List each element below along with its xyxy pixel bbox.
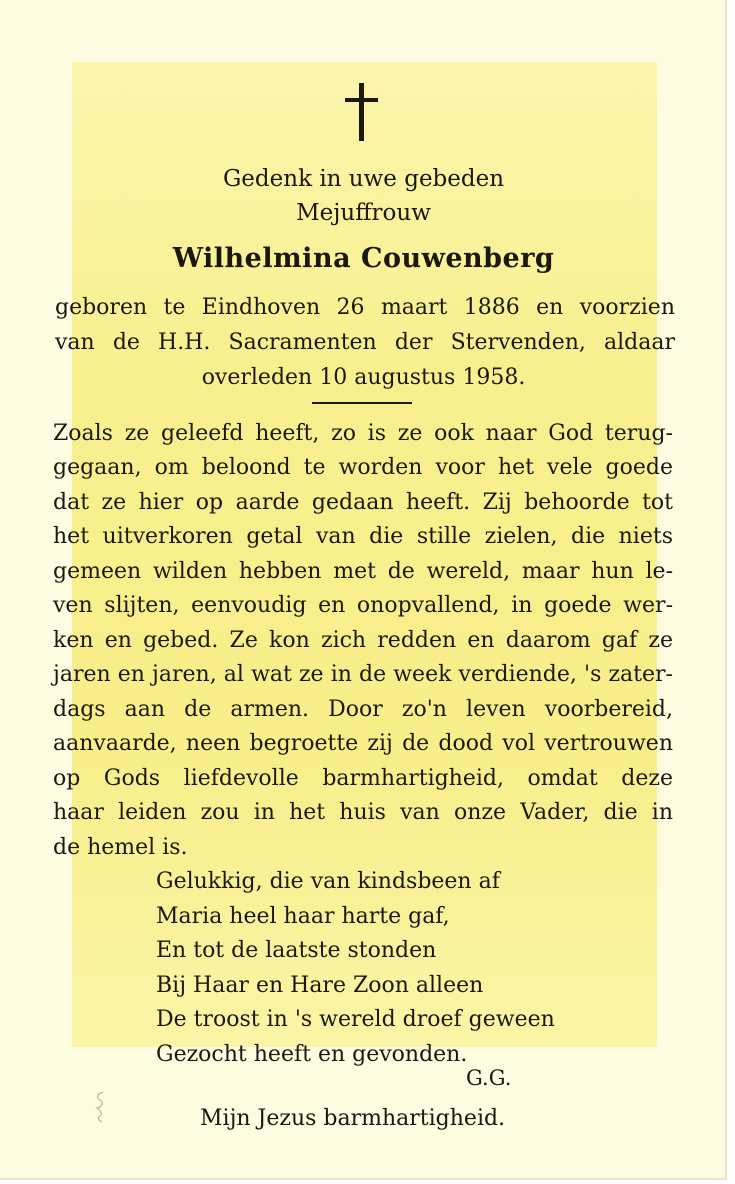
body-line: ken en gebed. Ze kon zich redden en daarom gaf ze [53, 628, 673, 653]
poem-line: En tot de laatste stonden [156, 938, 437, 963]
body-line: dat ze hier op aarde gedaan heeft. Zij behoorde tot [53, 490, 673, 515]
latin-cross-icon [341, 83, 381, 141]
poem-line: De troost in 's wereld droef geween [156, 1007, 555, 1032]
pencil-mark-icon [93, 1090, 107, 1124]
body-line: het uitverkoren getal van die stille zielen, die niets [53, 524, 673, 549]
body-line: gegaan, om beloond te worden voor het vele goede [53, 455, 673, 480]
body-last-line: de hemel is. [53, 835, 188, 860]
body-line: haar leiden zou in het huis van onze Vader, die in [53, 800, 673, 825]
body-line: dags aan de armen. Door zo'n leven voorbereid, [53, 697, 673, 722]
body-line: ven slijten, eenvoudig en onopvallend, in goede wer- [53, 593, 673, 618]
deceased-name: Wilhelmina Couwenberg [172, 243, 555, 274]
poem-line: Bij Haar en Hare Zoon alleen [156, 973, 484, 998]
closing-prayer: Mijn Jezus barmhartigheid. [200, 1106, 506, 1131]
birth-line-1: geboren te Eindhoven 26 maart 1886 en voorzien [55, 295, 675, 320]
intro-line: Gedenk in uwe gebeden [222, 166, 505, 192]
poem-line: Gelukkig, die van kindsbeen af [156, 869, 500, 894]
body-line: Zoals ze geleefd heeft, zo is ze ook naar God terug- [53, 421, 673, 446]
body-line: aanvaarde, neen begroette zij de dood vol vertrouwen [53, 731, 673, 756]
body-line: op Gods liefdevolle barmhartigheid, omdat deze [53, 766, 673, 791]
poem-line: Gezocht heeft en gevonden. [156, 1042, 468, 1067]
body-line: gemeen wilden hebben met de wereld, maar hun le- [53, 559, 673, 584]
poem-line: Maria heel haar harte gaf, [156, 904, 450, 929]
poem-signature: G.G. [466, 1066, 512, 1090]
birth-line-2: van de H.H. Sacramenten der Stervenden, aldaar [55, 330, 675, 355]
divider-rule [312, 402, 412, 404]
body-line: jaren en jaren, al wat ze in de week verdiende, 's zater- [53, 662, 673, 687]
title-line: Mejuffrouw [296, 200, 431, 226]
death-line: overleden 10 augustus 1958. [201, 365, 526, 390]
